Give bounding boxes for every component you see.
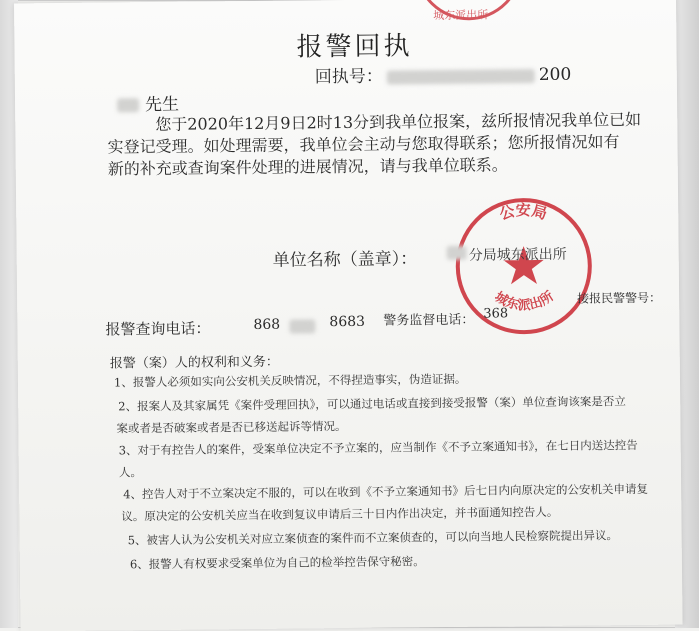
receipt-number-label: 回执号： [314,66,383,88]
receipt-number [315,60,572,88]
supervision-phone-value: 368 [483,306,509,322]
redacted-query-phone [289,319,315,333]
redacted-receipt-number [387,69,535,85]
document-title: 报警回执 [296,31,413,63]
query-phone-label: 报警查询电话： [105,319,211,339]
badge-number-label: 接报民警警号： [577,290,662,306]
receipt-number-suffix: 200 [538,64,572,85]
rights-item-4: 4、控告人对于不立案决定不服的，可以在收到《不予立案通知书》后七日内向原决定的公安机关申请复 [123,481,649,502]
rights-item-2: 2、报案人及其家属凭《案件受理回执》，可以通过电话或直接到接受报警（案）单位查询该案是否立 [118,394,626,414]
stamp-bottom-text: 城东派出所 [491,289,557,314]
unit-name-value: 分局城东派出所 [468,246,567,264]
rights-item-3-cont: 人。 [118,465,143,480]
body-line-1: 您于2020年12月9日2时13分到我单位报案，兹所报情况我单位已如 [155,109,642,134]
redacted-name [117,98,139,112]
rights-title: 报警（案）人的权利和义务： [109,354,279,372]
body-line-3: 新的补充或查询案件处理的进展情况，请与我单位联系。 [107,155,508,179]
salutation: 先生 [144,94,180,116]
rights-item-4-cont: 议。原决定的公安机关应当在收到复议申请后三十日内作出决定，并书面通知控告人。 [121,504,559,524]
partial-stamp-text: 城东派出所 [433,8,489,23]
rights-item-3: 3、对于有控告人的案件，受案单位决定不予立案的，应当制作《不予立案通知书》，在七日内送达控告 [118,437,638,458]
rights-item-5: 5、被害人认为公安机关对应立案侦查的案件而不立案侦查的，可以向当地人民检察院提出异议。 [127,528,619,548]
receipt-paper [14,0,683,631]
body-line-2: 实登记受理。如处理需要，我单位会主动与您取得联系；您所报情况如有 [107,132,620,157]
partial-stamp-top [419,0,520,37]
unit-name-label: 单位名称（盖章）： [272,249,418,271]
query-phone-part1: 868 [253,316,281,333]
supervision-phone-label: 警务监督电话： [383,312,475,329]
rights-item-6: 6、报警人有权要求受案单位为自己的检举控告保守秘密。 [129,554,425,572]
rights-item-2-cont: 案或者是否破案或者是否已移送起诉等情况。 [116,419,347,436]
rights-item-1: 1、报警人必须如实向公安机关反映情况，不得捏造事实，伪造证据。 [113,371,467,390]
query-phone-part2: 8683 [329,313,366,331]
redacted-unit-name [447,246,467,260]
stamp-arc-text: 公安局 [497,201,550,224]
